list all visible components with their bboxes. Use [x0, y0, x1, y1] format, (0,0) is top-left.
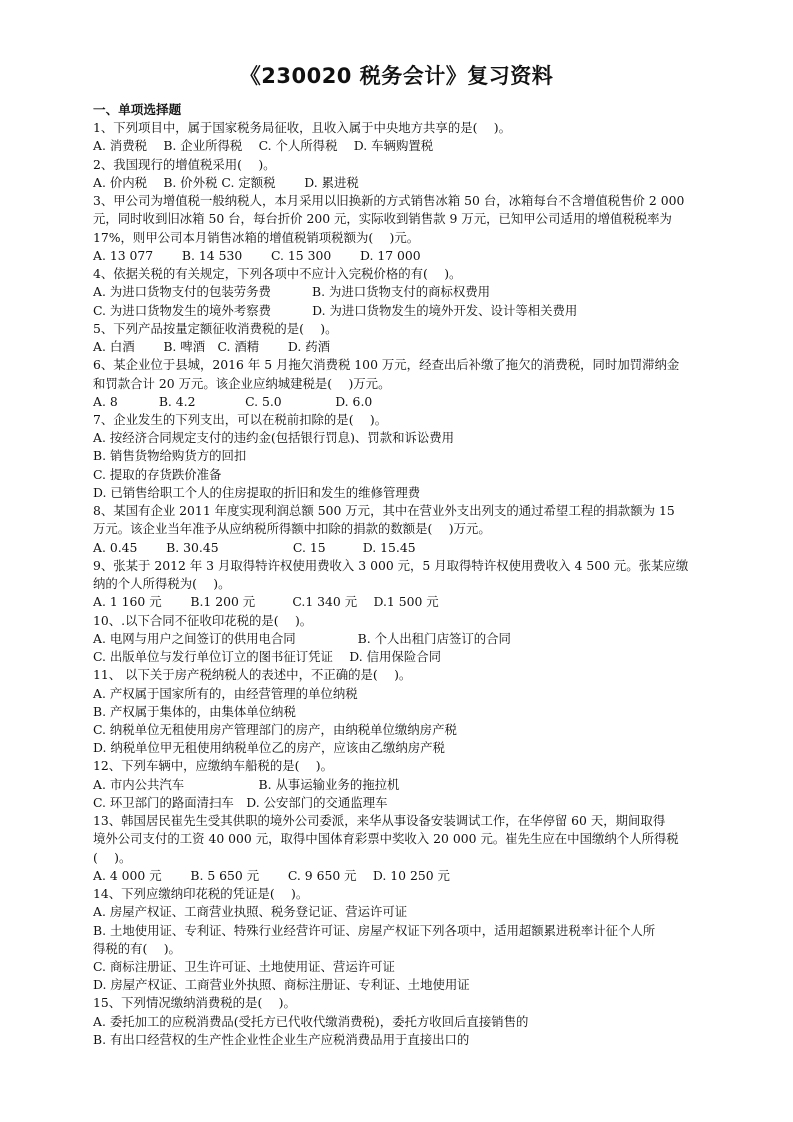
text-line: C. 出版单位与发行单位订立的图书征订凭证 D. 信用保险合同	[93, 649, 441, 665]
text-line: B. 产权属于集体的，由集体单位纳税	[93, 703, 296, 719]
text-line: B. 销售货物给购货方的回扣	[93, 448, 247, 464]
text-line: B. 土地使用证、专利证、特殊行业经营许可证、房屋产权证下列各项中，适用超额累进税率计征个人所	[93, 922, 656, 938]
text-line: 和罚款合计 20 万元。该企业应纳城建税是( )万元。	[93, 375, 391, 391]
text-line: A. 产权属于国家所有的，由经营管理的单位纳税	[93, 685, 358, 701]
text-line: D. 已销售给职工个人的住房提取的折旧和发生的维修管理费	[93, 484, 421, 500]
text-line: 元，同时收到旧冰箱 50 台，每台折价 200 元，实际收到销售款 9 万元，已知甲公司适用的增值税税率为	[93, 211, 672, 227]
text-line: 17%，则甲公司本月销售冰箱的增值税销项税额为( )元。	[93, 229, 420, 245]
text-line: 8、某国有企业 2011 年度实现利润总额 500 万元，其中在营业外支出列支的通过希望工程的捐款额为 15	[93, 503, 675, 519]
text-line: A. 白酒 B. 啤酒 C. 酒精 D. 药酒	[93, 339, 331, 355]
text-line: 2、我国现行的增值税采用( )。	[93, 156, 276, 172]
text-line: A. 市内公共汽车 B. 从事运输业务的拖拉机	[93, 776, 400, 792]
text-line: C. 提取的存货跌价准备	[93, 466, 222, 482]
text-line: A. 按经济合同规定支付的违约金(包括银行罚息)、罚款和诉讼费用	[93, 430, 455, 446]
text-line: C. 商标注册证、卫生许可证、土地使用证、营运许可证	[93, 959, 395, 975]
text-line: 13、韩国居民崔先生受其供职的境外公司委派，来华从事设备安装调试工作，在华停留 60 天，期间取得	[93, 813, 666, 829]
text-line: A. 为进口货物支付的包装劳务费 B. 为进口货物支付的商标权费用	[93, 284, 491, 300]
text-line: 10、.以下合同不征收印花税的是( )。	[93, 612, 313, 628]
text-line: 得税的有( )。	[93, 940, 181, 956]
text-line: 5、下列产品按量定额征收消费税的是( )。	[93, 320, 338, 336]
text-line: A. 消费税 B. 企业所得税 C. 个人所得税 D. 车辆购置税	[93, 138, 434, 154]
text-line: 境外公司支付的工资 40 000 元，取得中国体育彩票中奖收入 20 000 元。崔先生应在中国缴纳个人所得税	[93, 831, 679, 847]
text-line: A. 价内税 B. 价外税 C. 定额税 D. 累进税	[93, 174, 359, 190]
text-line: A. 1 160 元 B.1 200 元 C.1 340 元 D.1 500 元	[93, 594, 439, 610]
text-line: D. 纳税单位甲无租使用纳税单位乙的房产，应该由乙缴纳房产税	[93, 740, 445, 756]
text-line: A. 8 B. 4.2 C. 5.0 D. 6.0	[93, 393, 373, 409]
text-line: C. 为进口货物发生的境外考察费 D. 为进口货物发生的境外开发、设计等相关费用	[93, 302, 578, 318]
text-line: A. 4 000 元 B. 5 650 元 C. 9 650 元 D. 10 250 元	[93, 867, 450, 883]
text-line: A. 0.45 B. 30.45 C. 15 D. 15.45	[93, 539, 416, 555]
text-line: C. 纳税单位无租使用房产管理部门的房产，由纳税单位缴纳房产税	[93, 721, 457, 737]
text-line: D. 房屋产权证、工商营业外执照、商标注册证、专利证、土地使用证	[93, 977, 470, 993]
text-line: C. 环卫部门的路面清扫车 D. 公安部门的交通监理车	[93, 794, 388, 810]
text-line: 6、某企业位于县城，2016 年 5 月拖欠消费税 100 万元，经查出后补缴了拖欠的消费税，同时加罚滞纳金	[93, 357, 680, 373]
section-heading: 一、单项选择题	[93, 102, 182, 117]
text-line: 9、张某于 2012 年 3 月取得特许权使用费收入 3 000 元，5 月取得特许权使用费收入 4 500 元。张某应缴	[93, 557, 689, 573]
text-line: 3、甲公司为增值税一般纳税人，本月采用以旧换新的方式销售冰箱 50 台，冰箱每台不含增值税售价 2 000	[93, 193, 685, 209]
text-line: A. 13 077 B. 14 530 C. 15 300 D. 17 000	[93, 247, 421, 263]
text-line: 14、下列应缴纳印花税的凭证是( )。	[93, 886, 309, 902]
document-title: 《230020 税务会计》复习资料	[239, 64, 554, 88]
question-list	[93, 119, 743, 1049]
text-line: 1、下列项目中，属于国家税务局征收，且收入属于中央地方共享的是( )。	[93, 120, 511, 136]
text-line: B. 有出口经营权的生产性企业性企业生产应税消费品用于直接出口的	[93, 1031, 470, 1047]
document-body	[93, 101, 743, 1049]
text-line: 纳的个人所得税为( )。	[93, 576, 231, 592]
text-line: 12、下列车辆中，应缴纳车船税的是( )。	[93, 758, 334, 774]
text-line: 万元。该企业当年准予从应纳税所得额中扣除的捐款的数额是( )万元。	[93, 521, 491, 537]
text-line: 11、 以下关于房产税纳税人的表述中，不正确的是( )。	[93, 667, 412, 683]
text-line: 15、下列情况缴纳消费税的是( )。	[93, 995, 296, 1011]
text-line: 7、企业发生的下列支出，可以在税前扣除的是( )。	[93, 411, 388, 427]
text-line: A. 电网与用户之间签订的供用电合同 B. 个人出租门店签订的合同	[93, 630, 511, 646]
text-line: A. 委托加工的应税消费品(受托方已代收代缴消费税)，委托方收回后直接销售的	[93, 1013, 529, 1029]
text-line: ( )。	[93, 849, 132, 865]
text-line: A. 房屋产权证、工商营业执照、税务登记证、营运许可证	[93, 904, 408, 920]
text-line: 4、依据关税的有关规定，下列各项中不应计入完税价格的有( )。	[93, 266, 462, 282]
